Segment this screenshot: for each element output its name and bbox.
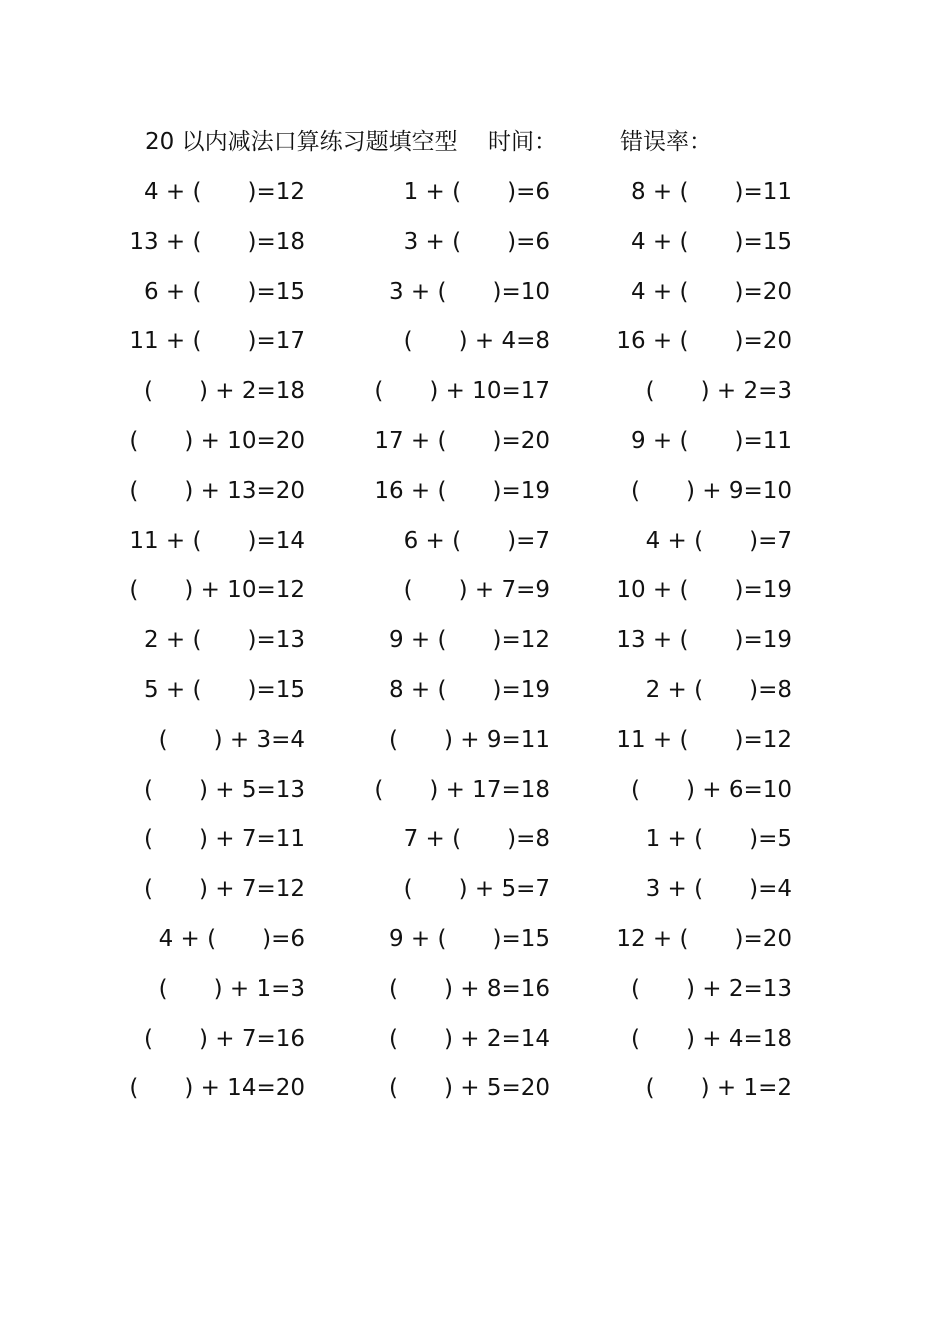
problem-item: 4 + ( )=12 [143, 179, 305, 205]
problem-item: ( ) + 2=3 [645, 378, 792, 405]
problem-item: ( ) + 3=4 [158, 726, 305, 753]
problem-item: 6 + ( )=7 [403, 527, 550, 554]
problem-row [0, 720, 950, 770]
problem-item: ( ) + 14=20 [129, 1075, 305, 1102]
problem-item: 2 + ( )=13 [143, 627, 305, 654]
problem-item: ( ) + 10=20 [129, 427, 305, 454]
problem-item: 4 + ( )=15 [630, 228, 792, 255]
worksheet-title: 20 以内减法口算练习题填空型 [145, 129, 458, 155]
problem-item: ( ) + 2=13 [630, 975, 792, 1002]
problem-item: 11 + ( )=14 [129, 527, 305, 554]
problem-item: 11 + ( )=12 [616, 726, 792, 753]
problem-row [0, 222, 950, 272]
problem-item: ( ) + 10=12 [129, 577, 305, 604]
problem-row [0, 272, 950, 322]
problem-item: ( ) + 2=18 [143, 378, 305, 405]
problem-item: 12 + ( )=20 [616, 925, 792, 952]
error-rate-label: 错误率： [620, 129, 712, 155]
problem-item: ( ) + 5=7 [403, 876, 550, 903]
problem-item: 8 + ( )=19 [388, 676, 550, 703]
problem-row [0, 172, 950, 222]
problem-item: 9 + ( )=15 [388, 925, 550, 952]
problem-item: 1 + ( )=5 [645, 826, 792, 853]
problem-item: 13 + ( )=19 [616, 627, 792, 654]
problem-item: 8 + ( )=11 [630, 179, 792, 205]
problem-item: 4 + ( )=20 [630, 278, 792, 305]
problem-grid [0, 172, 950, 1118]
problem-item: 7 + ( )=8 [403, 826, 550, 853]
problem-row [0, 819, 950, 869]
problem-row [0, 521, 950, 571]
problem-row [0, 969, 950, 1019]
problem-item: ( ) + 7=9 [403, 577, 550, 604]
problem-item: ( ) + 10=17 [374, 378, 550, 405]
problem-row [0, 321, 950, 371]
worksheet-header [145, 124, 825, 160]
problem-item: 17 + ( )=20 [374, 427, 550, 454]
problem-item: ( ) + 2=14 [388, 1025, 550, 1052]
problem-item: 16 + ( )=19 [374, 477, 550, 504]
problem-row [0, 421, 950, 471]
problem-item: 4 + ( )=6 [158, 925, 305, 952]
problem-row [0, 1019, 950, 1069]
problem-item: ( ) + 5=13 [143, 776, 305, 803]
problem-row [0, 670, 950, 720]
problem-item: ( ) + 8=16 [388, 975, 550, 1002]
problem-item: 9 + ( )=12 [388, 627, 550, 654]
problem-item: 4 + ( )=7 [645, 527, 792, 554]
problem-item: 10 + ( )=19 [616, 577, 792, 604]
problem-item: ( ) + 4=8 [403, 328, 550, 355]
problem-item: ( ) + 9=11 [388, 726, 550, 753]
problem-row [0, 471, 950, 521]
problem-item: 2 + ( )=8 [645, 676, 792, 703]
problem-item: ( ) + 5=20 [388, 1075, 550, 1102]
problem-row [0, 1068, 950, 1118]
problem-row [0, 371, 950, 421]
problem-item: ( ) + 1=2 [645, 1075, 792, 1102]
problem-item: ( ) + 6=10 [630, 776, 792, 803]
problem-item: ( ) + 4=18 [630, 1025, 792, 1052]
problem-item: ( ) + 7=12 [143, 876, 305, 903]
problem-item: 6 + ( )=15 [143, 278, 305, 305]
problem-item: ( ) + 13=20 [129, 477, 305, 504]
problem-item: 3 + ( )=4 [645, 876, 792, 903]
problem-row [0, 570, 950, 620]
problem-item: 11 + ( )=17 [129, 328, 305, 355]
problem-row [0, 919, 950, 969]
problem-item: 3 + ( )=10 [388, 278, 550, 305]
problem-item: 1 + ( )=6 [403, 179, 550, 205]
problem-item: ( ) + 1=3 [158, 975, 305, 1002]
problem-item: 13 + ( )=18 [129, 228, 305, 255]
problem-item: ( ) + 7=11 [143, 826, 305, 853]
problem-row [0, 869, 950, 919]
problem-item: 5 + ( )=15 [143, 676, 305, 703]
problem-row [0, 620, 950, 670]
problem-item: ( ) + 7=16 [143, 1025, 305, 1052]
problem-item: 3 + ( )=6 [403, 228, 550, 255]
problem-item: 9 + ( )=11 [630, 427, 792, 454]
time-label: 时间： [488, 129, 557, 155]
problem-row [0, 770, 950, 820]
problem-item: ( ) + 17=18 [374, 776, 550, 803]
problem-item: 16 + ( )=20 [616, 328, 792, 355]
problem-item: ( ) + 9=10 [630, 477, 792, 504]
